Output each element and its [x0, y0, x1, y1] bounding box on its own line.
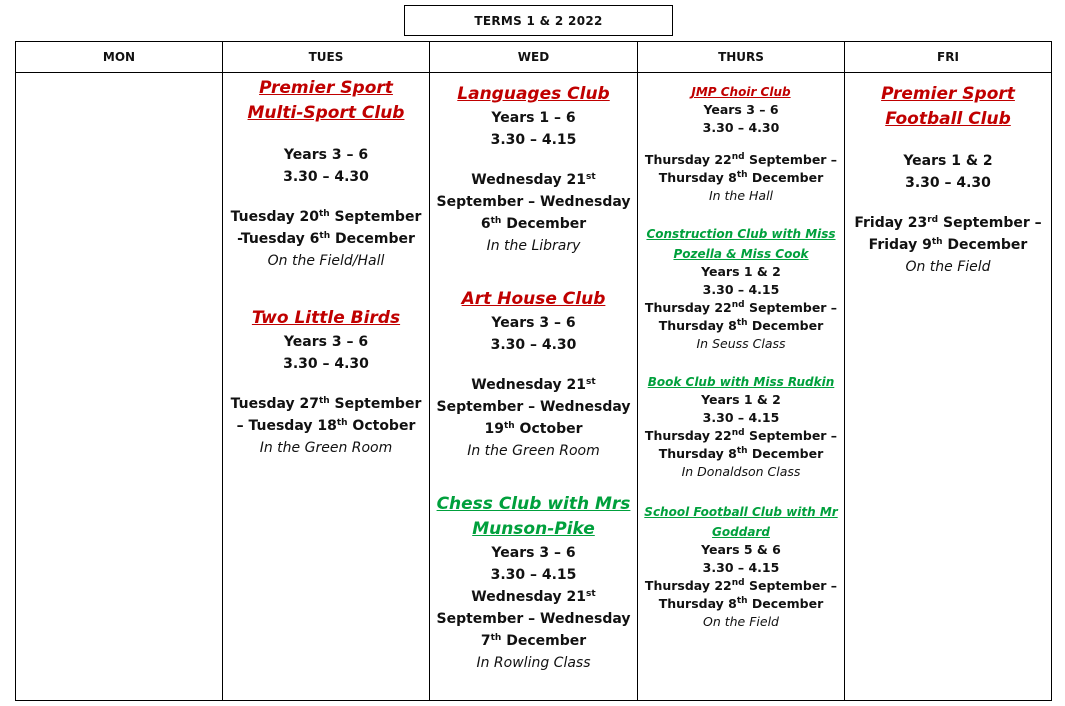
club-title: Art House Club — [461, 289, 606, 309]
club-dates: Thursday 22nd September – — [644, 428, 838, 443]
club-time: 3.30 – 4.30 — [905, 175, 991, 191]
club-location: In Seuss Class — [696, 336, 786, 351]
club-location: In Donaldson Class — [681, 464, 801, 479]
page-title: TERMS 1 & 2 2022 — [404, 5, 673, 36]
club-dates: 6th December — [480, 216, 587, 232]
club-time: 3.30 – 4.15 — [702, 282, 780, 297]
club-title: Chess Club with Mrs — [436, 494, 631, 514]
club-dates: 7th December — [480, 633, 587, 649]
column-tues — [223, 42, 430, 700]
club-location: On the Field — [703, 614, 779, 629]
club-dates: Thursday 8th December — [658, 596, 824, 611]
club-location: In the Hall — [708, 188, 774, 203]
club-title: Premier Sport — [259, 78, 393, 98]
club-dates: -Tuesday 6th December — [237, 231, 415, 247]
club-dates: September – Wednesday — [436, 194, 631, 210]
club-location: In the Library — [486, 238, 581, 254]
club-dates: Thursday 8th December — [658, 446, 824, 461]
club-two-little-birds — [223, 306, 429, 459]
club-time: 3.30 – 4.15 — [490, 567, 577, 583]
club-location: On the Field/Hall — [267, 253, 385, 269]
club-title: Book Club with Miss Rudkin — [647, 375, 835, 389]
club-title: Premier Sport — [881, 84, 1015, 104]
club-dates: Friday 23rd September – — [854, 215, 1042, 231]
club-title: JMP Choir Club — [691, 85, 791, 99]
club-title: School Football Club with Mr — [644, 505, 838, 519]
club-dates: – Tuesday 18th October — [236, 418, 416, 434]
club-time: 3.30 – 4.30 — [283, 169, 369, 185]
club-languages — [430, 82, 637, 257]
club-book — [638, 371, 844, 481]
club-dates: Wednesday 21st — [471, 589, 596, 605]
day-header-wed: WED — [430, 42, 637, 73]
club-years: Years 3 – 6 — [703, 102, 779, 117]
club-time: 3.30 – 4.15 — [490, 132, 577, 148]
club-title: Football Club — [885, 109, 1011, 129]
club-premier-multisport — [223, 76, 429, 272]
club-years: Years 1 & 2 — [701, 392, 781, 407]
club-years: Years 3 – 6 — [491, 545, 576, 561]
column-thurs — [638, 42, 845, 700]
club-title: Two Little Birds — [251, 308, 401, 328]
club-dates: Wednesday 21st — [471, 172, 596, 188]
club-school-football — [638, 501, 844, 631]
club-dates: September – Wednesday — [436, 611, 631, 627]
club-location: On the Field — [905, 259, 991, 275]
club-dates: September – Wednesday — [436, 399, 631, 415]
club-dates: Friday 9th December — [868, 237, 1028, 253]
day-header-fri: FRI — [845, 42, 1051, 73]
day-header-mon: MON — [16, 42, 222, 73]
club-premier-football — [845, 82, 1051, 278]
club-years: Years 5 & 6 — [701, 542, 781, 557]
club-title: Munson-Pike — [472, 519, 595, 539]
club-years: Years 3 – 6 — [283, 147, 369, 163]
club-time: 3.30 – 4.30 — [702, 120, 780, 135]
club-location: In Rowling Class — [476, 655, 591, 671]
club-chess — [430, 492, 637, 674]
column-fri — [845, 42, 1051, 700]
club-dates: Thursday 22nd September – — [644, 152, 838, 167]
club-location: In the Green Room — [259, 440, 393, 456]
day-header-tues: TUES — [223, 42, 429, 73]
club-years: Years 1 & 2 — [903, 153, 993, 169]
club-title: Languages Club — [457, 84, 610, 104]
club-time: 3.30 – 4.30 — [283, 356, 369, 372]
club-title: Construction Club with Miss — [646, 227, 836, 241]
club-time: 3.30 – 4.30 — [490, 337, 577, 353]
day-header-thurs: THURS — [638, 42, 844, 73]
club-art-house — [430, 287, 637, 462]
club-years: Years 3 – 6 — [491, 315, 576, 331]
club-location: In the Green Room — [467, 443, 600, 459]
club-dates: Thursday 8th December — [658, 318, 824, 333]
club-jmp-choir — [638, 81, 844, 205]
club-dates: Tuesday 20th September — [230, 209, 422, 225]
club-time: 3.30 – 4.15 — [702, 410, 780, 425]
column-wed — [430, 42, 638, 700]
club-dates: Wednesday 21st — [471, 377, 596, 393]
club-title: Pozella & Miss Cook — [673, 247, 809, 261]
club-time: 3.30 – 4.15 — [702, 560, 780, 575]
club-dates: Thursday 22nd September – — [644, 578, 838, 593]
club-years: Years 3 – 6 — [283, 334, 369, 350]
club-construction — [638, 223, 844, 353]
club-dates: 19th October — [484, 421, 583, 437]
club-dates: Tuesday 27th September — [230, 396, 422, 412]
club-dates: Thursday 8th December — [658, 170, 824, 185]
club-dates: Thursday 22nd September – — [644, 300, 838, 315]
column-mon — [16, 42, 223, 700]
club-title: Multi-Sport Club — [247, 103, 405, 123]
club-years: Years 1 & 2 — [701, 264, 781, 279]
club-title: Goddard — [712, 525, 770, 539]
column-body-mon — [16, 73, 222, 76]
timetable-grid — [15, 41, 1052, 701]
club-years: Years 1 – 6 — [491, 110, 576, 126]
